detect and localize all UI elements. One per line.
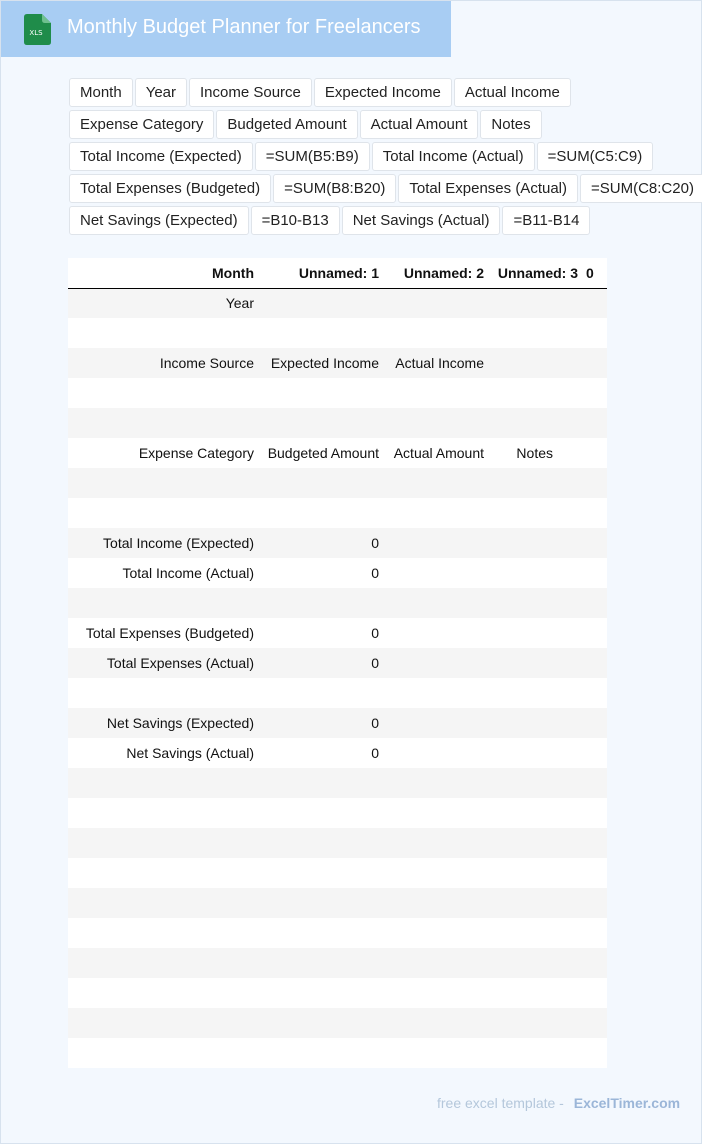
table-cell: [68, 888, 258, 918]
excel-file-icon: [23, 14, 51, 45]
table-cell: [582, 468, 607, 498]
table-cell: [68, 378, 258, 408]
table-cell: [488, 768, 582, 798]
table-cell: [488, 918, 582, 948]
field-chip[interactable]: Total Expenses (Actual): [398, 174, 578, 203]
table-cell: [383, 288, 488, 318]
chip-row: [69, 78, 699, 107]
table-cell: 0: [258, 738, 383, 768]
table-row: [68, 348, 607, 378]
table-row: [68, 678, 607, 708]
table-cell: [383, 468, 488, 498]
table-cell: [258, 318, 383, 348]
table-cell: Budgeted Amount: [258, 438, 383, 468]
table-header-row: [68, 258, 607, 288]
page-title: Monthly Budget Planner for Freelancers: [67, 16, 421, 38]
title-bar: [1, 1, 451, 57]
table-cell: [582, 648, 607, 678]
table-cell: Year: [68, 288, 258, 318]
table-cell: [258, 288, 383, 318]
table-cell: [488, 378, 582, 408]
table-cell: [582, 558, 607, 588]
table-row: [68, 948, 607, 978]
footer-prefix: free excel template -: [437, 1095, 564, 1111]
table-row: [68, 1008, 607, 1038]
table-cell: Net Savings (Expected): [68, 708, 258, 738]
table-cell: 0: [258, 708, 383, 738]
table-cell: [582, 738, 607, 768]
field-chip[interactable]: =SUM(C8:C20): [580, 174, 702, 203]
table-row: [68, 408, 607, 438]
footer-brand-link[interactable]: ExcelTimer.com: [573, 1095, 681, 1111]
table-cell: [383, 798, 488, 828]
field-chip[interactable]: =SUM(C5:C9): [537, 142, 654, 171]
table-row: [68, 288, 607, 318]
table-cell: [488, 528, 582, 558]
table-cell: [258, 588, 383, 618]
table-row: [68, 888, 607, 918]
table-cell: [488, 498, 582, 528]
table-cell: [383, 648, 488, 678]
table-cell: [582, 978, 607, 1008]
data-table-container: [68, 258, 607, 1068]
column-header: Unnamed: 1: [258, 258, 383, 288]
table-cell: Actual Amount: [383, 438, 488, 468]
table-cell: Expected Income: [258, 348, 383, 378]
table-cell: [582, 1008, 607, 1038]
table-cell: [383, 1008, 488, 1038]
table-cell: [582, 828, 607, 858]
table-cell: [68, 468, 258, 498]
field-chip[interactable]: Notes: [480, 110, 541, 139]
table-row: [68, 588, 607, 618]
table-cell: [582, 528, 607, 558]
table-cell: [258, 888, 383, 918]
table-cell: [582, 708, 607, 738]
table-cell: [488, 588, 582, 618]
table-cell: Total Income (Actual): [68, 558, 258, 588]
table-row: [68, 468, 607, 498]
table-cell: [582, 918, 607, 948]
field-chip[interactable]: Expense Category: [69, 110, 214, 139]
field-chip[interactable]: Net Savings (Actual): [342, 206, 501, 235]
table-cell: [488, 738, 582, 768]
table-cell: [258, 408, 383, 438]
table-cell: [383, 408, 488, 438]
table-cell: [258, 378, 383, 408]
field-chip[interactable]: Actual Amount: [360, 110, 479, 139]
table-cell: [258, 798, 383, 828]
table-cell: [258, 1038, 383, 1068]
table-cell: [488, 348, 582, 378]
field-chips: [69, 78, 699, 238]
field-chip[interactable]: =B11-B14: [502, 206, 590, 235]
table-cell: [488, 888, 582, 918]
table-row: [68, 438, 607, 468]
table-row: [68, 858, 607, 888]
table-cell: [488, 978, 582, 1008]
table-cell: [383, 858, 488, 888]
field-chip[interactable]: Net Savings (Expected): [69, 206, 249, 235]
table-cell: [68, 678, 258, 708]
table-cell: [488, 1008, 582, 1038]
table-cell: [258, 918, 383, 948]
table-cell: [488, 558, 582, 588]
table-cell: [258, 858, 383, 888]
table-row: [68, 1038, 607, 1068]
table-cell: [582, 768, 607, 798]
table-cell: [68, 408, 258, 438]
table-cell: Income Source: [68, 348, 258, 378]
table-cell: [582, 678, 607, 708]
table-cell: [383, 738, 488, 768]
table-cell: [383, 828, 488, 858]
table-cell: [383, 498, 488, 528]
table-cell: [68, 798, 258, 828]
field-chip[interactable]: =SUM(B8:B20): [273, 174, 396, 203]
table-cell: [383, 588, 488, 618]
table-cell: [68, 768, 258, 798]
table-cell: [582, 498, 607, 528]
table-cell: [68, 498, 258, 528]
footer-credit: [437, 1095, 680, 1111]
chip-row: [69, 174, 699, 203]
table-cell: Net Savings (Actual): [68, 738, 258, 768]
table-cell: [582, 618, 607, 648]
table-cell: [383, 768, 488, 798]
table-cell: [383, 378, 488, 408]
table-cell: [582, 288, 607, 318]
table-cell: [488, 708, 582, 738]
table-cell: [488, 648, 582, 678]
table-body: [68, 288, 607, 1068]
column-header: 0: [582, 258, 607, 288]
field-chip[interactable]: Month: [69, 78, 133, 107]
table-cell: [582, 408, 607, 438]
table-cell: 0: [258, 528, 383, 558]
table-cell: [582, 438, 607, 468]
table-cell: [582, 1038, 607, 1068]
table-cell: [488, 408, 582, 438]
table-cell: [68, 978, 258, 1008]
field-chip[interactable]: Actual Income: [454, 78, 571, 107]
table-cell: [258, 498, 383, 528]
table-row: [68, 828, 607, 858]
column-header: Unnamed: 2: [383, 258, 488, 288]
table-cell: [68, 588, 258, 618]
table-cell: Expense Category: [68, 438, 258, 468]
table-cell: [258, 1008, 383, 1038]
chip-row: [69, 206, 699, 235]
table-cell: 0: [258, 648, 383, 678]
table-row: [68, 918, 607, 948]
table-cell: [258, 768, 383, 798]
table-cell: [488, 798, 582, 828]
field-chip[interactable]: Expected Income: [314, 78, 452, 107]
table-cell: [258, 678, 383, 708]
table-row: [68, 708, 607, 738]
table-row: [68, 528, 607, 558]
table-cell: [383, 618, 488, 648]
table-row: [68, 618, 607, 648]
table-cell: [258, 948, 383, 978]
table-cell: [582, 348, 607, 378]
table-cell: Total Expenses (Actual): [68, 648, 258, 678]
table-cell: [488, 288, 582, 318]
table-cell: [68, 318, 258, 348]
table-row: [68, 978, 607, 1008]
table-cell: Notes: [488, 438, 582, 468]
table-cell: [582, 378, 607, 408]
table-cell: Total Expenses (Budgeted): [68, 618, 258, 648]
table-cell: [68, 948, 258, 978]
table-row: [68, 798, 607, 828]
table-row: [68, 378, 607, 408]
column-header: Unnamed: 3: [488, 258, 582, 288]
table-row: [68, 648, 607, 678]
table-cell: [488, 618, 582, 648]
table-cell: 0: [258, 618, 383, 648]
table-cell: [383, 918, 488, 948]
table-cell: [258, 978, 383, 1008]
table-cell: [383, 528, 488, 558]
table-cell: [383, 1038, 488, 1068]
field-chip[interactable]: Total Expenses (Budgeted): [69, 174, 271, 203]
table-cell: [383, 708, 488, 738]
table-cell: [383, 948, 488, 978]
table-row: [68, 318, 607, 348]
excel-icon-label: XLS: [29, 29, 43, 37]
table-cell: [488, 468, 582, 498]
field-chip[interactable]: =SUM(B5:B9): [255, 142, 370, 171]
chip-row: [69, 142, 699, 171]
table-cell: [488, 318, 582, 348]
field-chip[interactable]: Income Source: [189, 78, 312, 107]
table-cell: [582, 798, 607, 828]
table-row: [68, 558, 607, 588]
table-cell: [488, 1038, 582, 1068]
column-header: Month: [68, 258, 258, 288]
table-cell: [582, 948, 607, 978]
table-cell: [68, 858, 258, 888]
table-cell: [488, 948, 582, 978]
table-row: [68, 738, 607, 768]
table-cell: [582, 588, 607, 618]
field-chip[interactable]: =B10-B13: [251, 206, 340, 235]
table-cell: [68, 1038, 258, 1068]
table-cell: [488, 858, 582, 888]
table-cell: [258, 468, 383, 498]
table-cell: [488, 678, 582, 708]
table-cell: [582, 858, 607, 888]
table-cell: [258, 828, 383, 858]
table-cell: [383, 318, 488, 348]
table-cell: [488, 828, 582, 858]
table-cell: [383, 558, 488, 588]
table-row: [68, 498, 607, 528]
table-cell: [383, 978, 488, 1008]
table-cell: Total Income (Expected): [68, 528, 258, 558]
table-cell: [383, 678, 488, 708]
table-row: [68, 768, 607, 798]
table-cell: [68, 1008, 258, 1038]
data-table: [68, 258, 607, 1068]
table-cell: Actual Income: [383, 348, 488, 378]
table-cell: [582, 318, 607, 348]
field-chip[interactable]: Budgeted Amount: [216, 110, 357, 139]
table-cell: [383, 888, 488, 918]
table-cell: [68, 828, 258, 858]
table-cell: [582, 888, 607, 918]
table-cell: [68, 918, 258, 948]
table-cell: 0: [258, 558, 383, 588]
field-chip[interactable]: Total Income (Expected): [69, 142, 253, 171]
field-chip[interactable]: Year: [135, 78, 187, 107]
field-chip[interactable]: Total Income (Actual): [372, 142, 535, 171]
chip-row: [69, 110, 699, 139]
